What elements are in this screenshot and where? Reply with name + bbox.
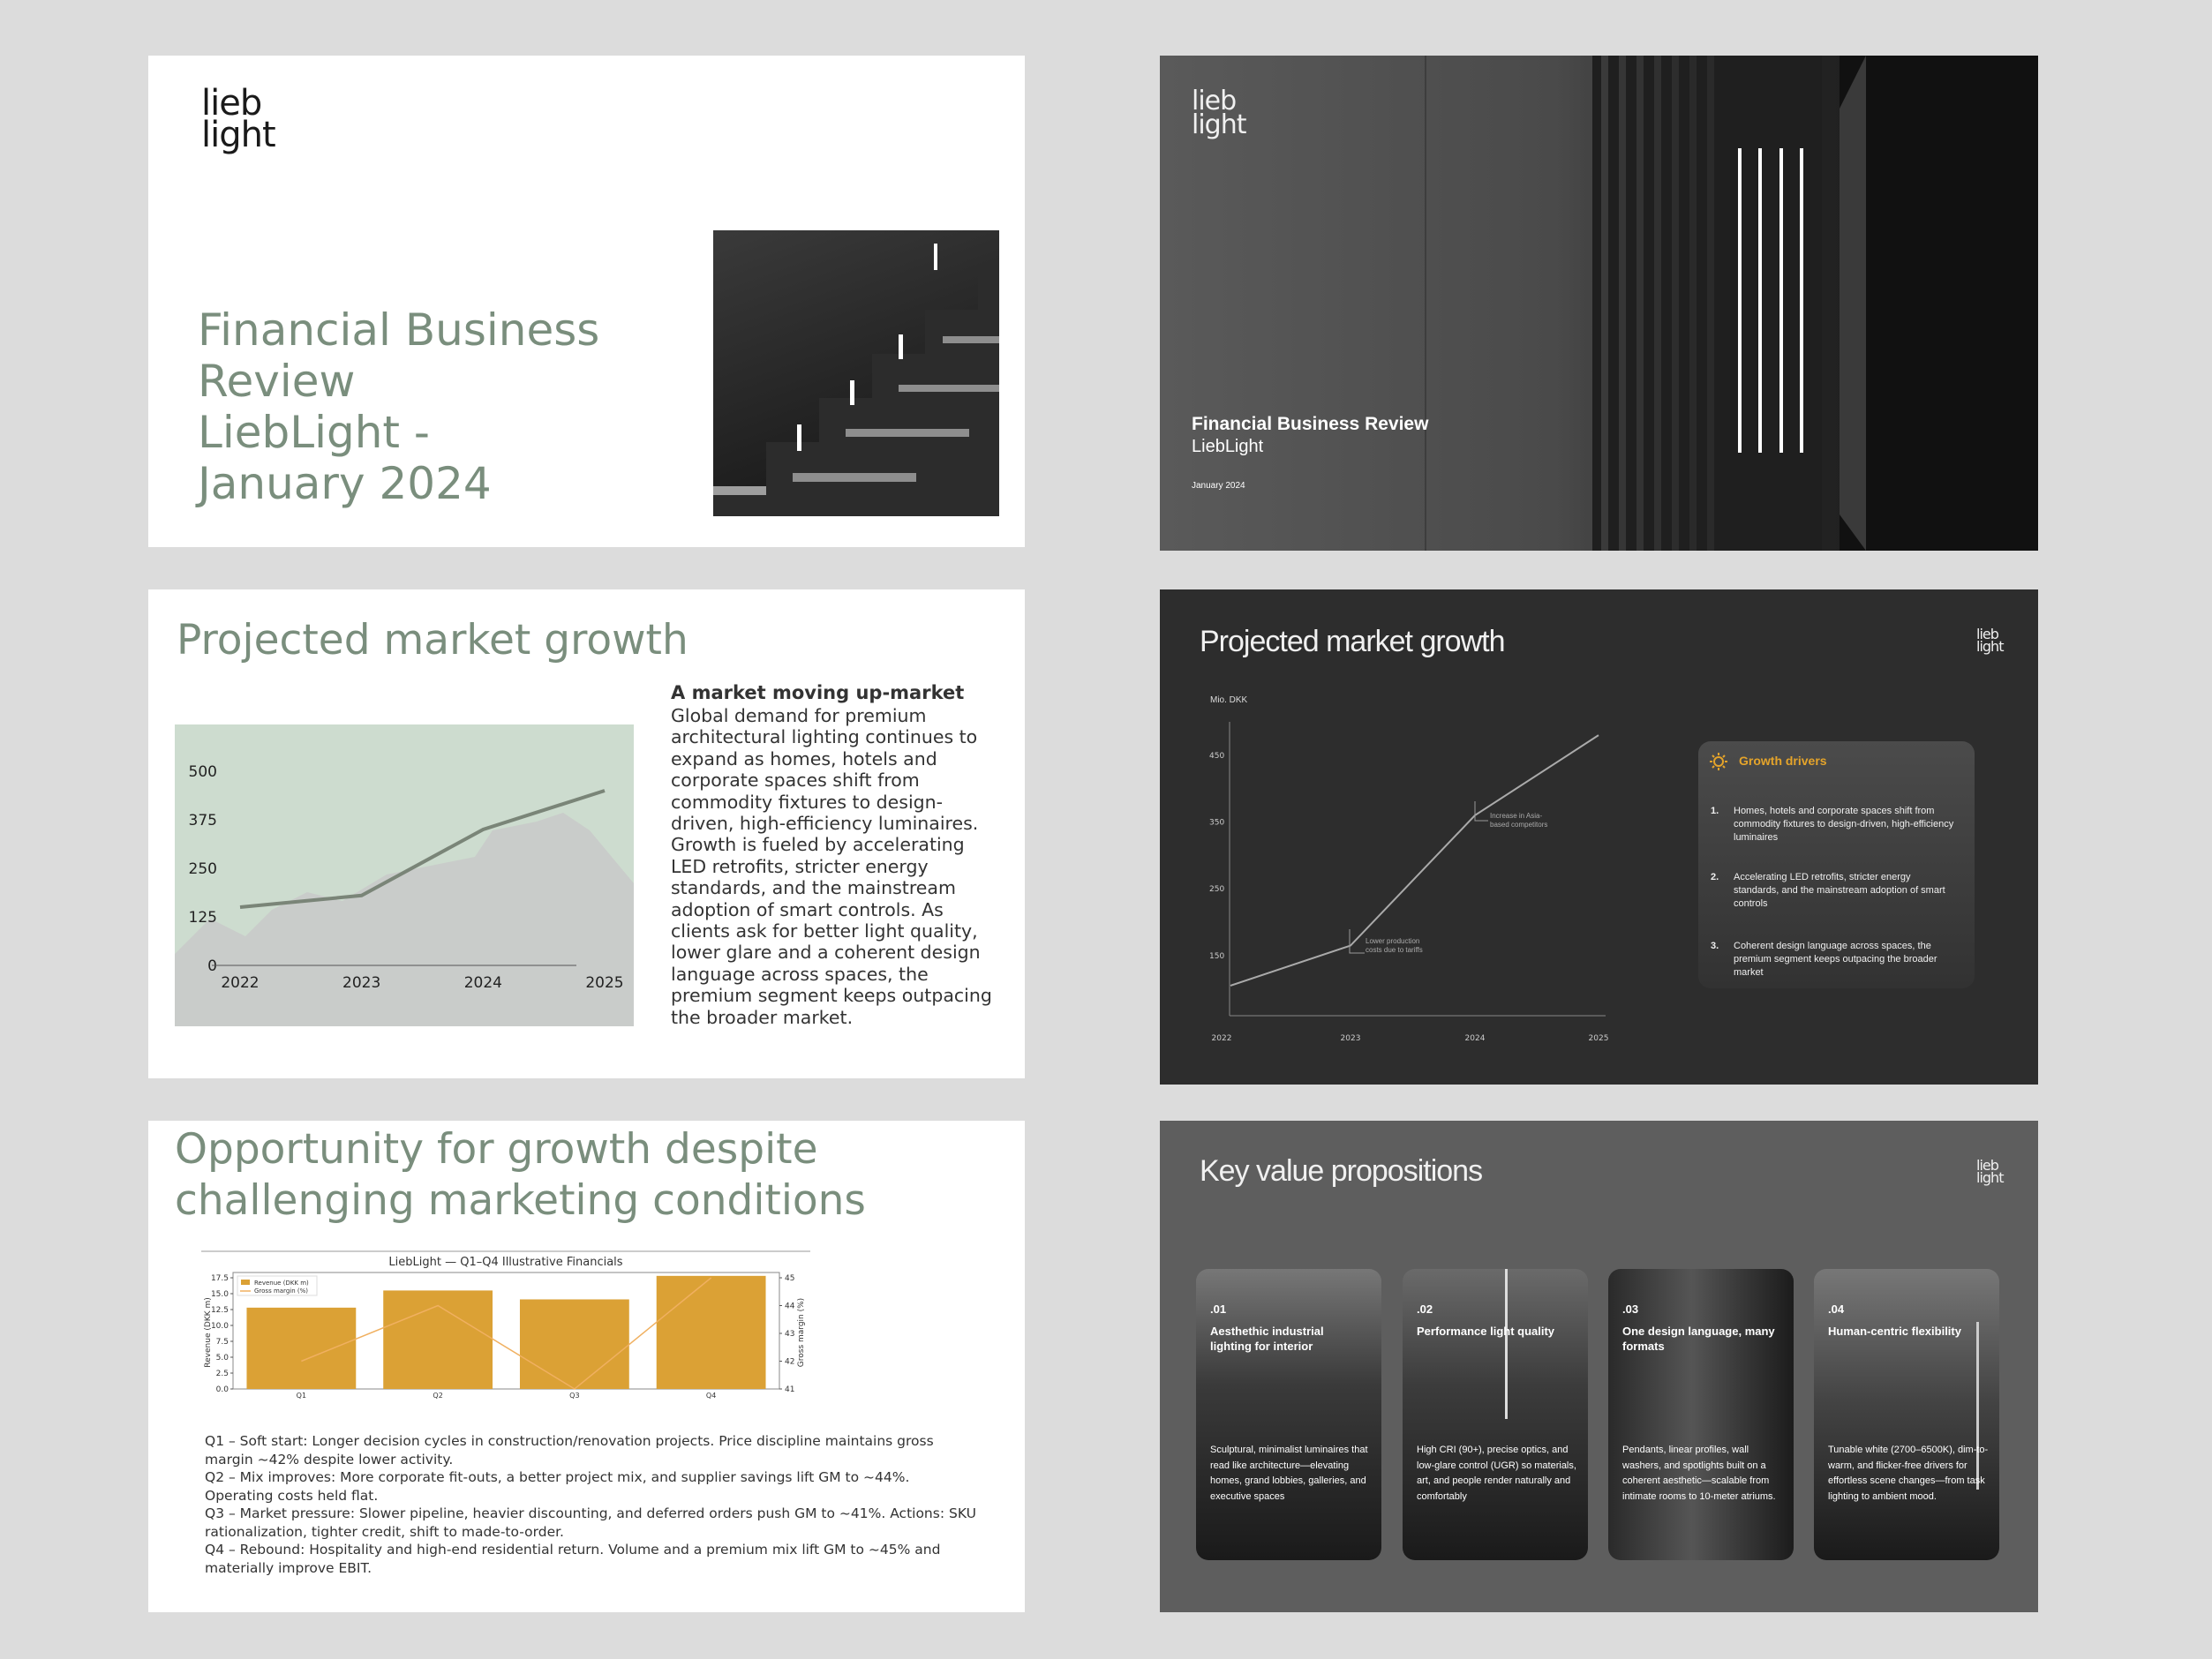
cover-title: Financial Business Review	[1192, 414, 1429, 434]
y-tick-label: 350	[1209, 818, 1225, 828]
revenue-bar	[246, 1308, 356, 1389]
body-heading: A market moving up-market	[671, 682, 965, 703]
x-tick-label: Q3	[569, 1392, 580, 1400]
note-q3: Q3 – Market pressure: Slower pipeline, heavier discounting, and deferred orders push GM to ~41%. Actions: SKU rationalization, tighter credit, shift to made-to-order.	[205, 1505, 976, 1540]
y2-tick-label: 43	[785, 1330, 795, 1339]
liebl-logo: lieb light	[1192, 86, 1246, 140]
market-line-chart	[175, 724, 634, 1026]
driver-item: 1. Homes, hotels and corporate spaces shift from commodity fixtures to design-driven, high-efficiency luminaires	[1711, 806, 1954, 843]
slide-2-cover[interactable]	[1160, 56, 2038, 551]
driver-item: 2. Accelerating LED retrofits, stricter energy standards, and the mainstream adoption of smart controls	[1711, 872, 1945, 909]
legend-margin: Gross margin (%)	[254, 1287, 308, 1295]
y-tick-label: 125	[188, 909, 217, 927]
slide-4-market-growth-dark[interactable]	[1160, 589, 2038, 1085]
legend-revenue: Revenue (DKK m)	[254, 1280, 309, 1287]
body-text: Global demand for premium architectural lighting continues to expand as homes, hotels and corporate spaces shift from commodity fixtures to design-driven, high-efficiency luminaires. Growth is fueled by accelerating LED retrofits, stricter energy standards, and the mainstream adoption of smart controls. As clients ask for better light quality, lower glare and a coherent design language across spaces, the premium segment keeps outpacing the broader market.	[671, 705, 992, 1028]
y-tick-label: 250	[188, 860, 217, 878]
quarter-notes	[205, 1432, 982, 1577]
y-tick-label: 17.5	[210, 1274, 229, 1283]
y-tick-label: 375	[188, 812, 217, 830]
note-q2: Q2 – Mix improves: More corporate fit-outs, a better project mix, and supplier savings lift GM to ~44%. Operating costs held flat.	[205, 1469, 910, 1504]
stairs-photo	[713, 230, 999, 516]
y2-tick-label: 45	[785, 1274, 795, 1283]
y-tick-label: 7.5	[215, 1338, 229, 1347]
concrete-wall-photo	[1160, 56, 2038, 551]
drivers-title: Growth drivers	[1739, 754, 1827, 768]
y2-axis-label: Gross margin (%)	[797, 1297, 806, 1368]
y-tick-label: 15.0	[210, 1290, 229, 1299]
note-q1: Q1 – Soft start: Longer decision cycles in construction/renovation projects. Price discipline maintains gross margin ~42% despite lower activity.	[205, 1433, 934, 1468]
slide-title: Key value propositions	[1200, 1154, 1483, 1188]
unit-label: Mio. DKK	[1210, 695, 1248, 705]
y-tick-label: 250	[1209, 885, 1225, 895]
y2-tick-label: 41	[785, 1385, 795, 1394]
cover-date: January 2024	[1192, 481, 1245, 491]
y-tick-label: 12.5	[210, 1306, 229, 1315]
slide-title: Opportunity for growth despite challenging marketing conditions	[175, 1125, 866, 1225]
x-tick-label: 2023	[1340, 1034, 1361, 1043]
value-card: .01 Aesthethic industrial lighting for interior Sculptural, minimalist luminaires that read like architecture—elevating homes, grand lobbies, galleries, and executive spaces	[1196, 1269, 1381, 1560]
revenue-bar	[520, 1299, 629, 1389]
y2-tick-label: 42	[785, 1357, 795, 1367]
x-tick-label: 2025	[585, 974, 624, 992]
y-axis-label: Revenue (DKK m)	[204, 1297, 213, 1368]
liebl-logo: lieb light	[1976, 1157, 2004, 1187]
growth-drivers-card	[1698, 741, 1975, 988]
x-tick-label: 2025	[1588, 1034, 1609, 1043]
sun-icon	[1709, 752, 1728, 775]
y-tick-label: 450	[1209, 751, 1225, 761]
y-tick-label: 0.0	[215, 1385, 229, 1394]
x-tick-label: 2022	[1211, 1034, 1232, 1043]
annotation-asia-competitors: Increase in Asia-based competitors	[1490, 812, 1548, 829]
liebl-logo: lieb light	[201, 83, 275, 155]
chart-legend	[237, 1276, 317, 1295]
x-tick-label: Q4	[705, 1392, 717, 1400]
annotation-low-cost: Lower production costs due to tariffs	[1366, 937, 1423, 954]
slide-title: Projected market growth	[1200, 625, 1505, 658]
value-card: .03 One design language, many formats Pendants, linear profiles, wall washers, and spotlights built on a coherent aesthetic—scalable from intimate rooms to 10-meter atriums.	[1608, 1269, 1794, 1560]
note-q4: Q4 – Rebound: Hospitality and high-end residential return. Volume and a premium mix lift GM to ~45% and materially improve EBIT.	[205, 1542, 941, 1576]
slide-6-value-propositions[interactable]	[1160, 1121, 2038, 1612]
x-tick-label: 2022	[221, 974, 260, 992]
value-card: .02 Performance light quality High CRI (90+), precise optics, and low-glare control (UGR) so materials, art, and people render naturally and comfortably	[1403, 1269, 1588, 1560]
y-tick-label: 150	[1209, 951, 1225, 961]
driver-item: 3. Coherent design language across spaces, the premium segment keeps outpacing the broader market	[1711, 941, 1937, 978]
y-tick-label: 2.5	[215, 1370, 229, 1378]
slide-1-title[interactable]	[148, 56, 1025, 547]
x-tick-label: 2024	[1464, 1034, 1486, 1043]
value-card: .04 Human-centric flexibility Tunable white (2700–6500K), dim-to-warm, and flicker-free drivers for effortless scene changes—from task lighting to ambient mood.	[1814, 1269, 1999, 1560]
x-tick-label: Q2	[433, 1392, 443, 1400]
y-tick-label: 0	[207, 957, 217, 975]
y2-tick-label: 44	[785, 1302, 795, 1311]
revenue-bar	[657, 1276, 766, 1389]
y-tick-label: 5.0	[215, 1354, 229, 1362]
slide-title: Financial Business Review LiebLight - January 2024	[198, 304, 600, 509]
slide-3-market-growth[interactable]	[148, 589, 1025, 1078]
x-tick-label: Q1	[296, 1392, 307, 1400]
x-tick-label: 2024	[463, 974, 502, 992]
cover-subtitle: LiebLight	[1192, 437, 1264, 456]
chart-title: LiebLight — Q1–Q4 Illustrative Financials	[388, 1256, 623, 1269]
liebl-logo: lieb light	[1976, 626, 2004, 656]
slide-title: Projected market growth	[177, 616, 688, 664]
y-tick-label: 500	[188, 763, 217, 781]
financials-bar-chart	[148, 1121, 1025, 1412]
y-tick-label: 10.0	[210, 1322, 229, 1331]
slide-5-opportunity[interactable]	[148, 1121, 1025, 1612]
x-tick-label: 2023	[342, 974, 381, 992]
